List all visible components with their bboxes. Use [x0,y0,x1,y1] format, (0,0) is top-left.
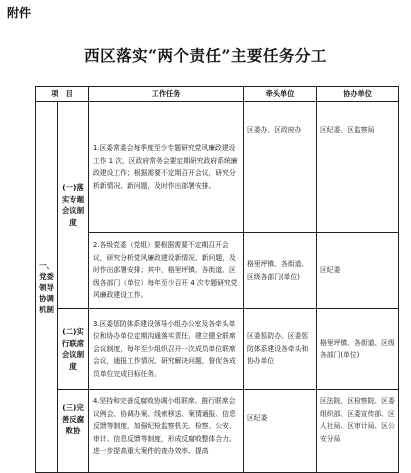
task-table [35,86,399,473]
attachment-label: 附件 [7,6,32,20]
assist-cell: 区纪委 [317,233,399,309]
header-assist: 协办单位 [317,87,399,102]
task-cell: 2.各级党委（党组）要根据需要不定期召开会议，研究分析党风廉政建设新情况、新问题，及时作出部署安排；其中，格里坪镇、各街道、区级各部门（单位）每年至少召开 4 次专题研究党风廉政建设工作。 [89,233,244,309]
document-title: 西区落实“两个责任”主要任务分工 [84,46,327,65]
task-cell: 3.区委惩防体系建设领导小组办公室及各牵头单位和协办单位定期沟通落实责任、建立健全联席会议制度，每年至少组织召开一次成员单位联席会议，通报工作情况、研究解决问题，督促各成员单位完成目标任务。 [89,309,244,390]
table-row [36,390,399,473]
task-cell: 4.坚持和完善反腐败协调小组联席、推行联席会议例会、协调办案、线索移送、案情通报、信息反馈等制度，加强纪检监察机关、检察、公安、审计、信息反馈等制度，形成反腐败整体合力。进一步提高重大案件的查办效率、提高 [89,390,244,473]
table-header-row [36,87,399,102]
table-row [36,233,399,309]
header-task: 工作任务 [89,87,244,102]
subcategory-cell: (三)完善反腐败协 [58,390,89,473]
subcategory-cell: (二)实行联席会议制度 [58,309,89,390]
category-cell: 一、党委领导协调机制 [36,102,58,473]
table-row [36,102,399,233]
task-cell: 1.区委常委会每季度至少专题研究党风廉政建设工作 1 次，区政府常务会要定期研究政府系统廉政建设工作；根据需要不定期召开会议，研究分析新情况、新问题，及时作出部署安排。 [89,102,244,233]
assist-cell: 区法院、区检察院、区委组织部、区委宣传部、区人社局、区审计局、区公安分局 [317,390,399,473]
subcategory-cell: (一)落实专题会议制度 [58,102,89,309]
assist-cell: 区纪委、区监察局 [317,102,399,233]
lead-cell: 格里坪镇、各街道、区级各部门(单位) [244,233,317,309]
lead-cell: 区委惩防办、区委惩防体系建设各牵头和协办单位 [244,309,317,390]
assist-cell: 格里坪镇、各街道、区级各部门(单位) [317,309,399,390]
lead-cell: 区委办、区政府办 [244,102,317,233]
header-lead: 牵头单位 [244,87,317,102]
header-item: 项 目 [36,87,89,102]
lead-cell: 区纪委 [244,390,317,473]
table-row [36,309,399,390]
